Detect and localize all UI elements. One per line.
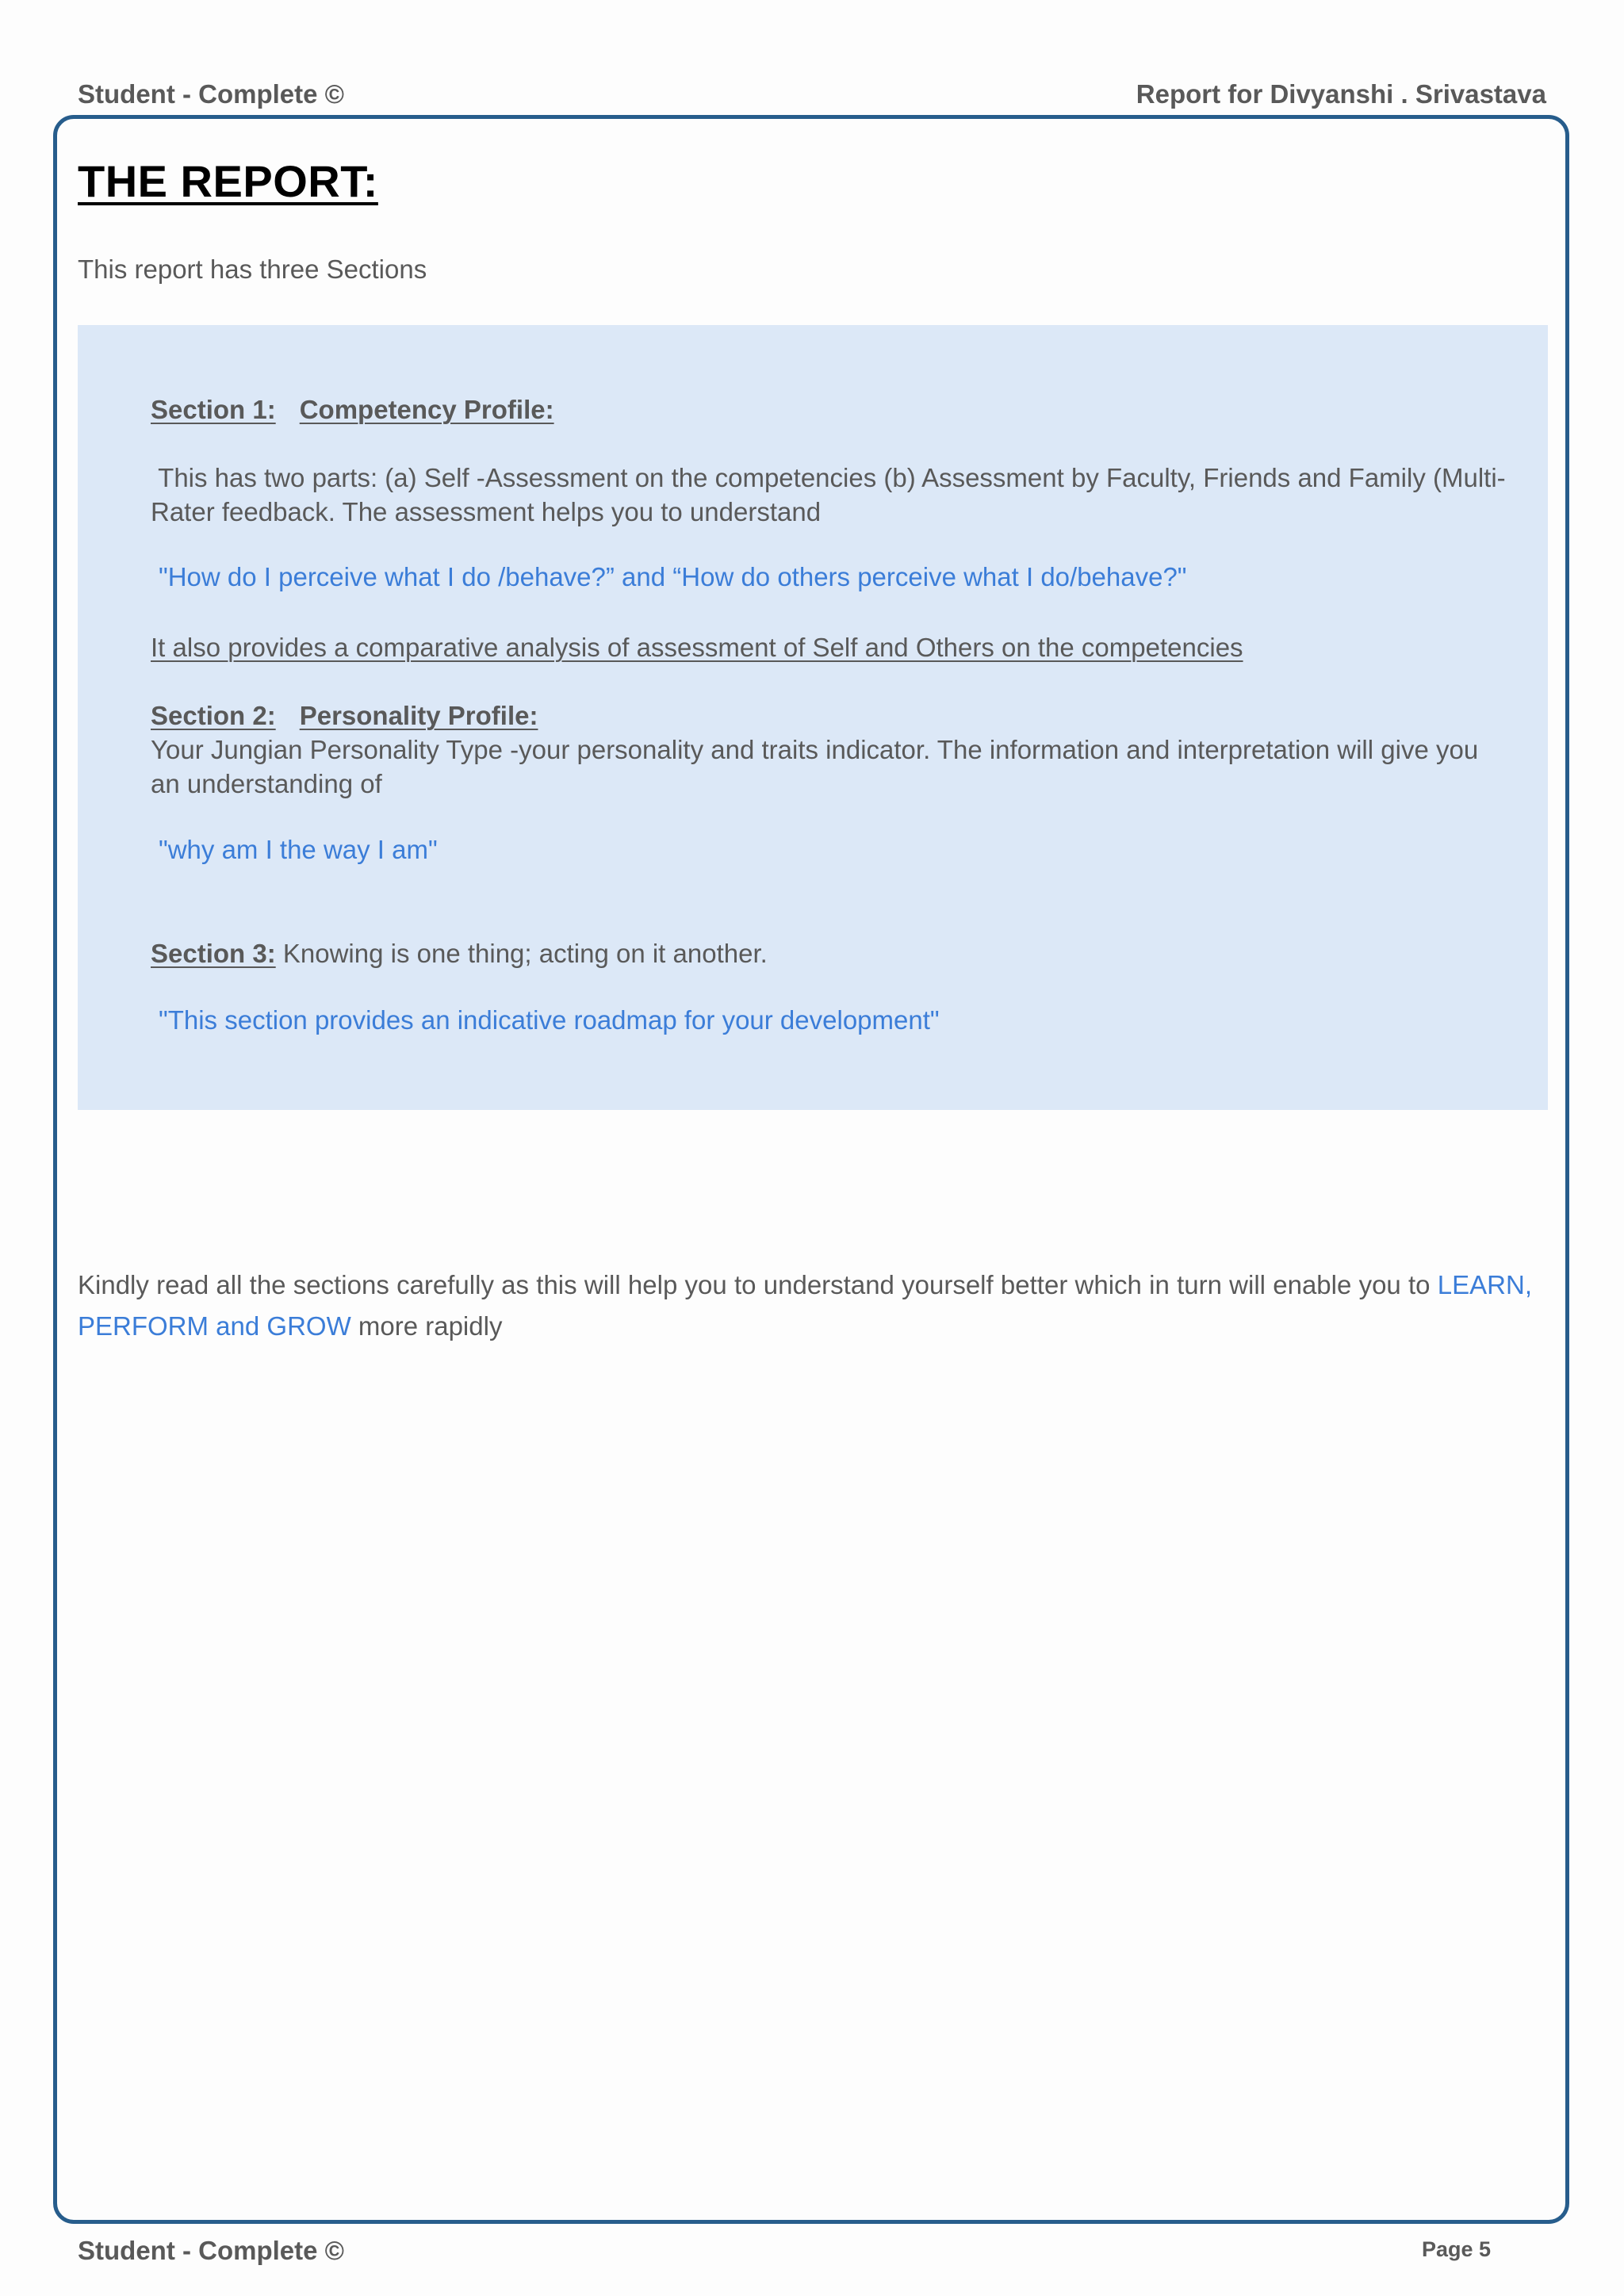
section3-quote: "This section provides an indicative roadmap for your development" — [159, 1005, 940, 1035]
closing-highlight: LEARN, PERFORM and GROW — [78, 1270, 1532, 1341]
section2-name: Personality Profile: — [299, 701, 538, 730]
closing-text: Kindly read all the sections carefully as this will help you to understand yourself better which in turn will enable you to — [78, 1270, 1438, 1299]
sections-panel — [78, 325, 1548, 1110]
section2-heading — [151, 698, 1515, 733]
section3-label: Section 3: — [151, 939, 276, 968]
section3-body: Knowing is one thing; acting on it another. — [275, 939, 768, 968]
intro-text: This report has three Sections — [78, 254, 427, 284]
section1-name: Competency Profile: — [299, 395, 554, 424]
section1-note: It also provides a comparative analysis of assessment of Self and Others on the competencies — [151, 633, 1243, 662]
section1-body: This has two parts: (a) Self -Assessment on the competencies (b) Assessment by Faculty, Friends and Family (Multi-Rater feedback. The assessment helps you to understand — [151, 463, 1506, 526]
section3-line — [151, 936, 1515, 970]
closing-paragraph — [78, 1265, 1532, 1347]
section1-label: Section 1: — [151, 395, 276, 424]
section2-body: Your Jungian Personality Type -your personality and traits indicator. The information and interpretation will give you an understanding of — [151, 735, 1479, 798]
section2-label: Section 2: — [151, 701, 276, 730]
footer-product-name: Student - Complete © — [78, 2236, 344, 2265]
closing-tail: more rapidly — [350, 1311, 503, 1341]
page-title: THE REPORT: — [78, 156, 378, 206]
section1-quote: "How do I perceive what I do /behave?” and “How do others perceive what I do/behave?" — [159, 562, 1187, 591]
header-product-name: Student - Complete © — [78, 79, 344, 109]
section2-quote: "why am I the way I am" — [159, 835, 438, 864]
section1-heading — [151, 392, 1515, 427]
header-report-owner: Report for Divyanshi . Srivastava — [1136, 79, 1546, 109]
page-number: Page 5 — [1421, 2237, 1491, 2261]
